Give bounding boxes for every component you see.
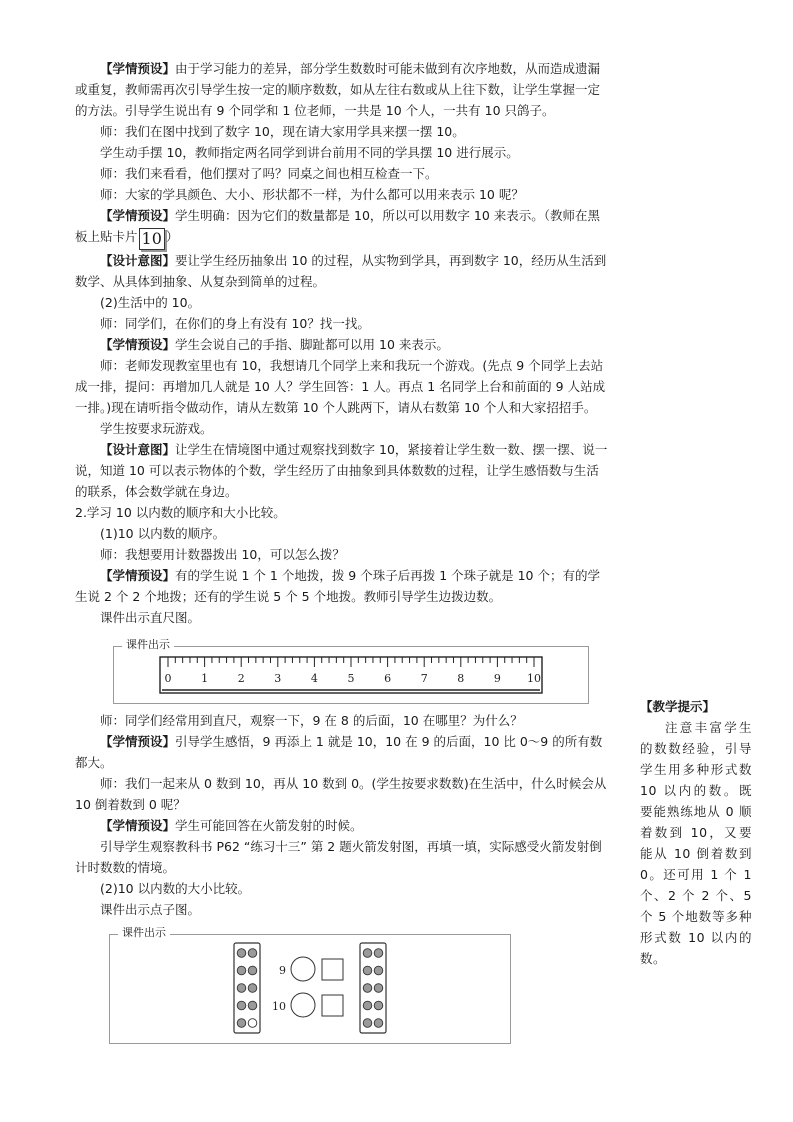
counter-dot [248, 984, 257, 993]
paragraph: 师：我们在图中找到了数字 10，现在请大家用学具来摆一摆 10。 [100, 124, 465, 139]
paragraph: 师：同学们，在你们的身上有没有 10？找一找。 [100, 316, 370, 331]
answer-square [322, 995, 343, 1016]
ruler-number: 10 [527, 672, 541, 685]
paragraph: 师：我们来看看，他们摆对了吗？同桌之间也相互检查一下。 [100, 166, 438, 181]
counter-dot [363, 966, 372, 975]
counter-dot [363, 949, 372, 958]
tag-xueqing: 【学情预设】 [100, 734, 176, 749]
number-card-10: 10 [139, 228, 165, 250]
tag-sheji: 【设计意图】 [100, 442, 176, 457]
paragraph: 【设计意图】要让学生经历抽象出 10 的过程，从实物到学具，再到数字 10，经历从生活到数学、从具体到抽象、从复杂到简单的过程。 [75, 253, 607, 289]
ruler-number: 6 [384, 672, 392, 685]
counter-dot [374, 949, 383, 958]
counter-dot [248, 966, 257, 975]
paragraph: 师：老师发现教室里也有 10，我想请几个同学上来和我玩一个游戏。(先点 9 个同学上去站成一排，提问：再增加几人就是 10 人？学生回答：1 人。再点 1 名同学上台和前面的 9 人站成一排。)现在请听指令做动作，请从左数第 10 个人跳两下，请从右数第 10 个人和大家招招手。 [75, 358, 606, 415]
counter-dot [363, 1001, 372, 1010]
paragraph: 【学情预设】学生明确：因为它们的数量都是 10，所以可以用数字 10 来表示。（教师在黑板上贴卡片 10 ） [75, 208, 600, 248]
compare-circle [291, 993, 315, 1017]
paragraph: 学生按要求玩游戏。 [100, 421, 213, 436]
counter-dot [237, 1001, 246, 1010]
counter-dot [374, 984, 383, 993]
counter-dot [248, 1001, 257, 1010]
ruler-number: 9 [493, 672, 501, 685]
ruler-number: 8 [457, 672, 465, 685]
paragraph: 【学情预设】学生会说自己的手指、脚趾都可以用 10 来表示。 [100, 337, 449, 352]
ruler-number: 3 [274, 672, 282, 685]
dot-number-label: 10 [272, 1000, 286, 1013]
tag-sheji: 【设计意图】 [100, 253, 176, 268]
dot-card-9 [234, 943, 260, 1033]
counter-dot [374, 966, 383, 975]
tip-body: 注意丰富学生的数数经验，引导学生用多种形式数 10 以内的数。既要能熟练地从 0 顺着数到 10，又要能从 10 倒着数到 0。还可用 1 个 1 个、2 个 2 个、5 个 5 个地数等多种形式数 10 以内的数。 [640, 720, 752, 966]
counter-dot [237, 949, 246, 958]
paragraph: 引导学生观察教科书 P62 “练习十三” 第 2 题火箭发射图，再填一填，实际感受火箭发射倒计时数数的情境。 [75, 839, 602, 875]
counter-dot [237, 966, 246, 975]
teaching-tip [640, 696, 752, 969]
subheading: (2)10 以内数的大小比较。 [100, 881, 251, 896]
paragraph: 【设计意图】让学生在情境图中通过观察找到数字 10，紧接着让学生数一数、摆一摆、说一说，知道 10 可以表示物体的个数，学生经历了由抽象到具体数数的过程，让学生感悟数与生活的联系，体会数学就在身边。 [75, 442, 608, 499]
paragraph: 师：大家的学具颜色、大小、形状都不一样，为什么都可以用来表示 10 呢？ [100, 187, 524, 202]
counter-dot [374, 1001, 383, 1010]
tag-xueqing: 【学情预设】 [100, 61, 176, 76]
ruler-image [114, 647, 588, 703]
tag-xueqing: 【学情预设】 [100, 337, 176, 352]
ruler-number: 1 [201, 672, 209, 685]
ruler-figure [113, 638, 589, 704]
counter-dot [248, 949, 257, 958]
paragraph: 学生动手摆 10，教师指定两名同学到讲台前用不同的学具摆 10 进行展示。 [100, 145, 519, 160]
tag-xueqing: 【学情预设】 [100, 818, 176, 833]
tag-xueqing: 【学情预设】 [100, 208, 176, 223]
courseware-label: 课件出示 [122, 638, 174, 652]
paragraph: 课件出示直尺图。 [100, 610, 201, 625]
dot-card-10 [360, 943, 386, 1033]
dot-figure [109, 926, 511, 1044]
counter-dot [237, 1019, 246, 1028]
paragraph: 【学情预设】学生可能回答在火箭发射的时候。 [100, 818, 363, 833]
paragraph: 【学情预设】由于学习能力的差异，部分学生数数时可能未做到有次序地数，从而造成遗漏或重复，教师需再次引导学生按一定的顺序数数，如从左往右数或从上往下数，让学生掌握一定的方法。引导学生说出有 9 个同学和 1 位老师，一共是 10 个人，一共有 10 只鸽子。 [75, 61, 601, 118]
ruler-number: 7 [420, 672, 428, 685]
ruler-number: 2 [237, 672, 245, 685]
ruler-number: 5 [347, 672, 355, 685]
paragraph: 课件出示点子图。 [100, 902, 201, 917]
counter-dot [363, 1019, 372, 1028]
subheading: (2)生活中的 10。 [100, 295, 201, 310]
section-heading: 2.学习 10 以内数的顺序和大小比较。 [75, 505, 286, 520]
paragraph: 【学情预设】有的学生说 1 个 1 个地拨，拨 9 个珠子后再拨 1 个珠子就是 10 个；有的学生说 2 个 2 个地拨；还有的学生说 5 个 5 个地拨。教师引导学生边拨边数。 [75, 568, 600, 604]
paragraph: 师：同学们经常用到直尺，观察一下，9 在 8 的后面，10 在哪里？为什么？ [100, 713, 523, 728]
tag-xueqing: 【学情预设】 [100, 568, 176, 583]
courseware-label: 课件出示 [118, 926, 170, 940]
answer-square [322, 959, 343, 980]
paragraph: 师：我想要用计数器拨出 10，可以怎么拨？ [100, 547, 345, 562]
dot-cards-image [110, 935, 510, 1043]
tip-title: 【教学提示】 [640, 699, 716, 714]
counter-dot [248, 1019, 257, 1028]
ruler-number: 0 [164, 672, 172, 685]
paragraph: 【学情预设】引导学生感悟，9 再添上 1 就是 10，10 在 9 的后面，10 比 0～9 的所有数都大。 [75, 734, 603, 770]
counter-dot [237, 984, 246, 993]
ruler-number: 4 [310, 672, 318, 685]
main-text [75, 58, 608, 1044]
compare-circle [291, 957, 315, 981]
counter-dot [374, 1019, 383, 1028]
dot-number-label: 9 [279, 964, 286, 977]
paragraph: 师：我们一起来从 0 数到 10，再从 10 数到 0。(学生按要求数数)在生活中，什么时候会从 10 倒着数到 0 呢？ [75, 776, 607, 812]
subheading: (1)10 以内数的顺序。 [100, 526, 226, 541]
counter-dot [363, 984, 372, 993]
